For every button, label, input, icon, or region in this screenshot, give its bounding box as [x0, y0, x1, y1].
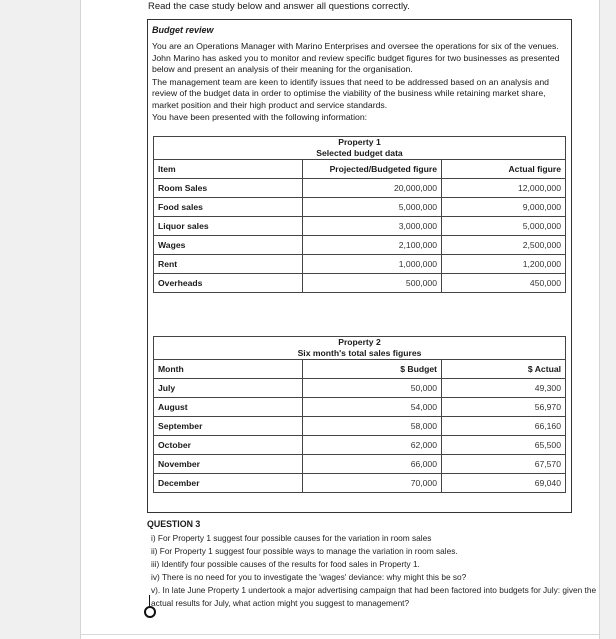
actual-cell: 56,970 [442, 398, 566, 417]
budget-cell: 5,000,000 [303, 198, 442, 217]
column-header: Item [154, 160, 303, 179]
column-header: Actual figure [442, 160, 566, 179]
table-row [154, 179, 566, 198]
actual-cell: 1,200,000 [442, 255, 566, 274]
case-paragraph: You have been presented with the following information: [152, 112, 368, 122]
table-caption-line: Six month's total sales figures [297, 348, 422, 358]
actual-cell: 65,500 [442, 436, 566, 455]
actual-cell: 2,500,000 [442, 236, 566, 255]
cursor-ring-icon [144, 606, 156, 618]
actual-cell: 67,570 [442, 455, 566, 474]
table-caption-line: Selected budget data [316, 148, 403, 158]
column-header: Projected/Budgeted figure [303, 160, 442, 179]
actual-cell: 69,040 [442, 474, 566, 493]
table-row [154, 198, 566, 217]
column-header: Month [154, 360, 303, 379]
table-row [154, 379, 566, 398]
case-study-box [147, 19, 572, 513]
budget-cell: 66,000 [303, 455, 442, 474]
table-row [154, 274, 566, 293]
actual-cell: 66,160 [442, 417, 566, 436]
actual-cell: 12,000,000 [442, 179, 566, 198]
left-page-gutter [0, 0, 81, 639]
actual-cell: 49,300 [442, 379, 566, 398]
table-row [154, 398, 566, 417]
table-row [154, 455, 566, 474]
question-item: v). In late June Property 1 undertook a major advertising campaign that had been factored into budgets for July: given the actual results for July, what action might you suggest to management? [151, 584, 597, 608]
budget-cell: 62,000 [303, 436, 442, 455]
row-label: October [154, 436, 303, 455]
table-row [154, 436, 566, 455]
question-item: ii) For Property 1 suggest four possible ways to manage the variation in room sales. [151, 545, 458, 556]
question-item: i) For Property 1 suggest four possible causes for the variation in room sales [151, 533, 432, 543]
property-2-sales-table [153, 336, 566, 493]
row-label: December [154, 474, 303, 493]
row-label: August [154, 398, 303, 417]
table-row [154, 255, 566, 274]
actual-cell: 9,000,000 [442, 198, 566, 217]
actual-cell: 450,000 [442, 274, 566, 293]
column-header: $ Actual [442, 360, 566, 379]
row-label: Room Sales [154, 179, 303, 198]
table-caption [154, 337, 566, 360]
column-header: $ Budget [303, 360, 442, 379]
property-1-budget-table [153, 136, 566, 293]
text-caret [149, 595, 150, 606]
table-caption [154, 137, 566, 160]
row-label: November [154, 455, 303, 474]
budget-cell: 500,000 [303, 274, 442, 293]
case-paragraph: The management team are keen to identify issues that need to be addressed based on an analysis and review of the budget data in order to optimise the viability of the business while retaining market share, market position and their high product and service standards. [152, 76, 549, 110]
row-label: Overheads [154, 274, 303, 293]
budget-cell: 54,000 [303, 398, 442, 417]
table-row [154, 217, 566, 236]
page-divider [80, 634, 599, 635]
budget-cell: 50,000 [303, 379, 442, 398]
question-item: iv) There is no need for you to investigate the 'wages' deviance: why might this be so? [151, 571, 467, 582]
row-label: July [154, 379, 303, 398]
budget-cell: 1,000,000 [303, 255, 442, 274]
row-label: Food sales [154, 198, 303, 217]
question-section [147, 519, 597, 609]
budget-cell: 70,000 [303, 474, 442, 493]
question-item: iii) Identify four possible causes of the results for food sales in Property 1. [151, 558, 420, 569]
table-row [154, 236, 566, 255]
table-row [154, 474, 566, 493]
case-title: Budget review [152, 25, 214, 35]
question-title: QUESTION 3 [147, 519, 201, 529]
budget-cell: 20,000,000 [303, 179, 442, 198]
case-paragraph: You are an Operations Manager with Marino Enterprises and oversee the operations for six of the venues. John Marino has asked you to monitor and review specific budget figures for two businesses as presented below and present an analysis of their meaning for the organisation. [152, 41, 560, 74]
actual-cell: 5,000,000 [442, 217, 566, 236]
row-label: Rent [154, 255, 303, 274]
budget-cell: 3,000,000 [303, 217, 442, 236]
row-label: Wages [154, 236, 303, 255]
table-caption-line: Property 1 [338, 137, 381, 147]
table-row [154, 417, 566, 436]
table-caption-line: Property 2 [338, 337, 381, 347]
row-label: Liquor sales [154, 217, 303, 236]
row-label: September [154, 417, 303, 436]
budget-cell: 58,000 [303, 417, 442, 436]
right-page-gutter [599, 0, 616, 639]
intro-text: Read the case study below and answer all questions correctly. [148, 1, 410, 12]
budget-cell: 2,100,000 [303, 236, 442, 255]
